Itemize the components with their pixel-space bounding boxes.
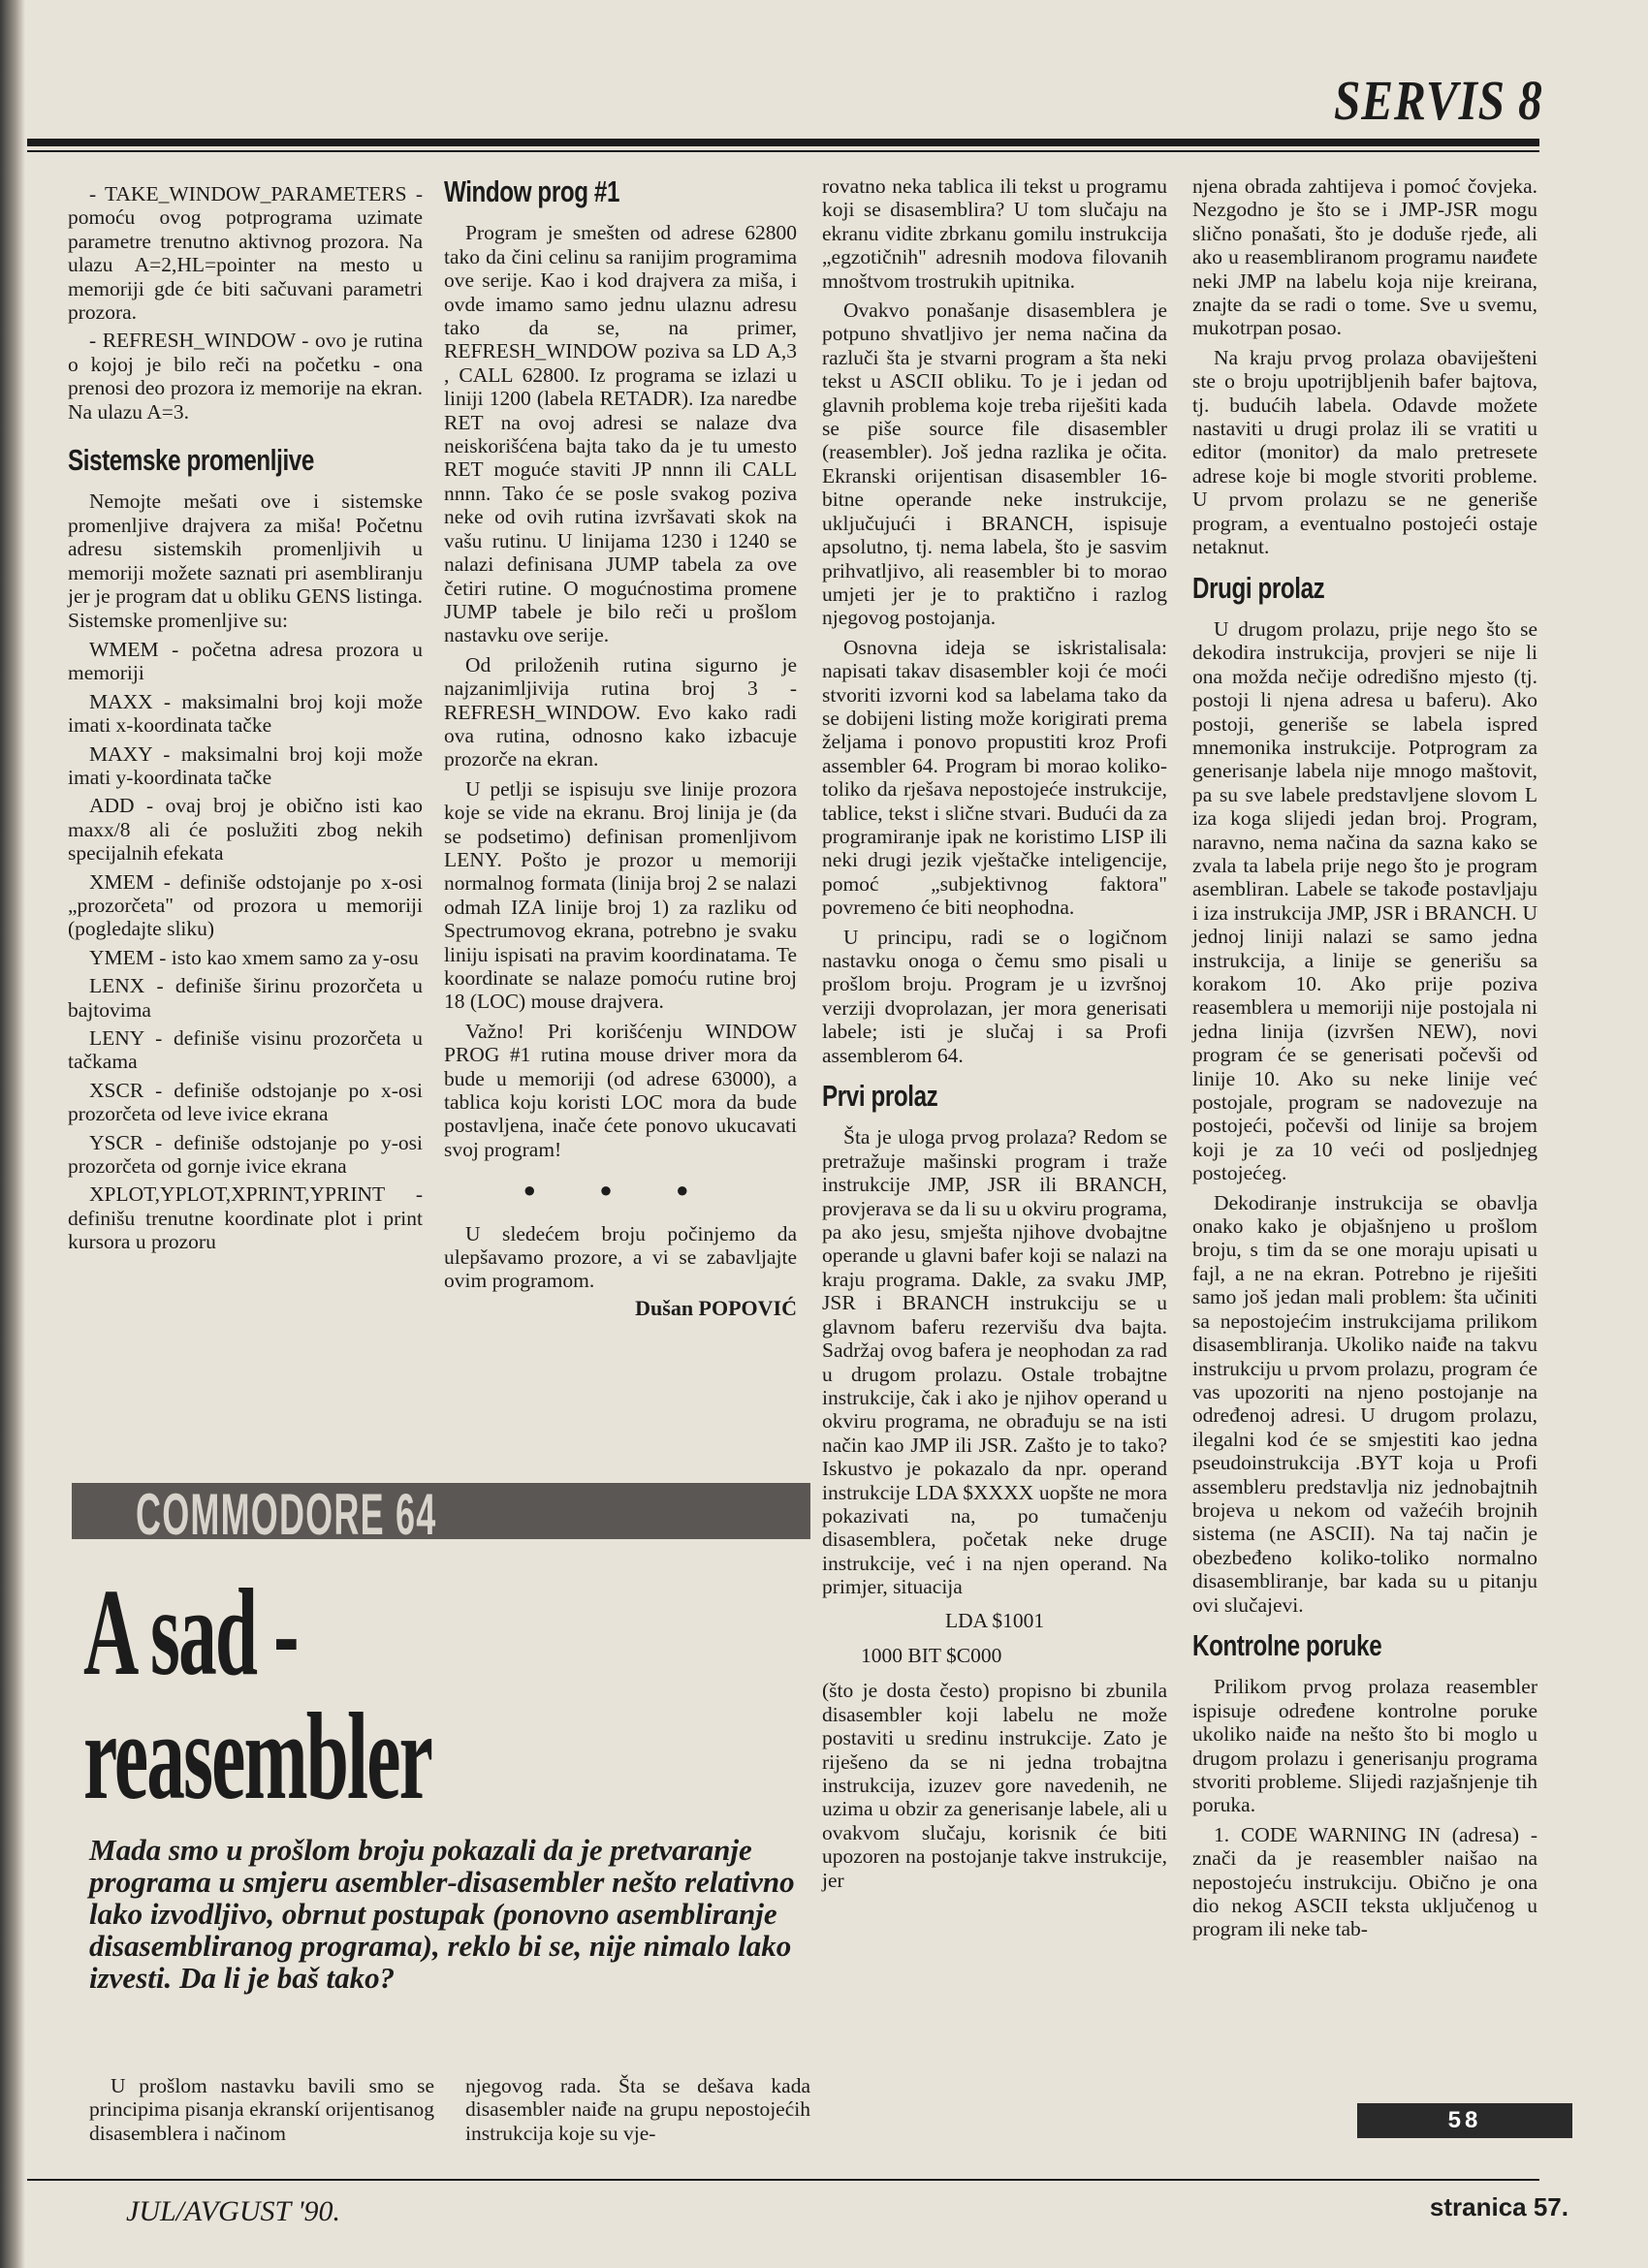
feature-column-2 [465, 2074, 810, 2151]
issue-date: JUL/AVGUST '90. [126, 2195, 341, 2227]
page-number: stranica 57. [1429, 2192, 1569, 2221]
section-header: SERVIS 8 [1334, 69, 1543, 132]
code-line: LDA $1001 [944, 1608, 1045, 1632]
paragraph: (što je dosta često) propisno bi zbunila disasembler koji labelu ne može postaviti u sredinu instrukcije. Zato je riješeno da se ni jedna trobajtna instrukcija, izuzev gore navedenih, ne uzima u obzir za generisanje labele, ali u ovakvom slučaju, korisnik će biti upozoren na postojanje takve instrukcije, jer [822, 1679, 1167, 1892]
section-heading: Prvi prolaz [822, 1079, 938, 1114]
paragraph: Prilikom prvog prolaza reasembler ispisuje određene kontrolne poruke ukoliko naiđe na nešto što bi moglo u drugom prolazu i generisanju programa stvoriti probleme. Slijedi razjašnjenje tih poruka. [1192, 1675, 1537, 1817]
paragraph: - TAKE_WINDOW_PARAMETERS - pomoću ovog potprograma uzimate parametre trenutno aktivnog prozora. Na ulazu A=2,HL=pointer na mesto u memoriji gde će biti sačuvani parametri prozora. [68, 182, 423, 325]
definition-item: LENY - definiše visinu prozorčeta u tačkama [68, 1026, 423, 1074]
paragraph: Šta je uloga prvog prolaza? Redom se pretražuje mašinski program i traže instrukcije JMP, JSR ili BRANCH, provjerava se da li su u okviru programa, pa ako jesu, smještа njihove dvobajtne operande u glavni bafer koji se nalazi na kraju programa. Dakle, za svaku JMP, JSR i BRANCH instrukciju se u glavnom baferu rezervišu dva bajta. Sadržaj ovog bafera je neophodan za rad u drugom prolazu. Ostale trobajtne instrukcije, čak i ako je njihov operand u okviru programa, ne obrađuju se na isti način kao JMP ili JSR. Zašto je to tako? Iskustvo je pokazalo da npr. operand instrukcije LDA $XXXX uopšte ne mora pokazivati na, po tumačenju disasemblera, početak neke druge instrukcije, već i na njen operand. Na primjer, situacija [822, 1125, 1167, 1599]
definition-item: MAXX - maksimalni broj koji može imati x-koordinata tačke [68, 689, 423, 738]
paragraph: - REFRESH_WINDOW - ovo je rutina o kojoj je bilo reči na početku - ona prenosi deo prozora iz memorije na ekran. Na ulazu A=3. [68, 329, 423, 424]
column-2 [444, 174, 797, 1320]
paragraph: njegovog rada. Šta se dešava kada disasembler naiđe na grupu nepostojećih instrukcija koje su vje- [465, 2074, 810, 2145]
definition-item: XPLOT,YPLOT,XPRINT,YPRINT - definišu trenutne koordinate plot i print kursora u prozoru [68, 1182, 423, 1254]
section-heading: Window prog #1 [444, 174, 620, 208]
paragraph: Dekodiranje instrukcija se obavlja onako kako je objašnjeno u prošlom broju, s tim da se one moraju upisati u fajl, a ne na ekran. Potrebno je riješiti samo još jedan mali problem: šta učiniti sa nepostojećim instrukcijama prilikom disasembliranja. Ukoliko naiđe na takvu instrukciju u prvom prolazu, program će vas upozoriti na njeno postojanje na određenoj adresi. U drugom prolazu, ilegalni kod će se smjestiti kao jedna pseudoinstrukcija .BYT koja u Profi assembleru predstavlja niz jednobajtnih brojeva u nekom od važećih brojnih sistema (ne ASCII). Na taj način je obezbeđeno koliko-toliko normalno disasembliranje, bar kada su u pitanju ovi slučajevi. [1192, 1190, 1537, 1617]
paragraph: Važno! Pri korišćenju WINDOW PROG #1 rutina mouse driver mora da bude u memoriji (od adrese 63000), a tablica koju koristi LOC mora da bude postavljena, inače ćete ponovo ukucavati svoj program! [444, 1019, 797, 1161]
header-rule-thin [27, 150, 1539, 152]
paragraph: Program je smešten od adrese 62800 tako da čini celinu sa ranijim programima ove serije. Kao i kod drajvera za miša, i ovde imamo samo jednu ulaznu adresu tako da se, na primer, REFRESH_WINDOW poziva sa LD A,3 , CALL 62800. Iz programa se izlazi u liniji 1200 (labela RETADR). Iza naredbe RET na ovoj adresi se nalaze dva neiskorišćena bajta tako da je tu umesto RET moguće staviti JP nnnn ili CALL nnnn. Tako će se posle svakog poziva neke od ovih rutina izvršavati skok na vašu rutinu. U linijama 1230 i 1240 se nalazi definisana JUMP tabela za ove četiri rutine. O mogućnostima promene JUMP tabele je bilo reči u prošlom nastavku ove serije. [444, 221, 797, 647]
paragraph: U petlji se ispisuju sve linije prozora koje se vide na ekranu. Broj linija je (da se podsetimo) definisan promenljivom LENY. Pošto je prozor u memoriji normalnog formata (linija broj 2 se nalazi odmah IZA linije broj 1) za razliku od Spectrumovog ekrana, potrebno je svaku liniju ispisati na pravim koordinatama. Te koordinate se nalaze pomoću rutine broj 18 (LOC) mouse drajvera. [444, 776, 797, 1014]
section-heading: Sistemske promenljive [68, 443, 314, 478]
paragraph: U sledećem broju počinjemo da ulepšavamo prozore, a vi se zabavljajte ovim programom. [444, 1221, 797, 1293]
author-signature: Dušan POPOVIĆ [635, 1295, 797, 1320]
definition-item: XMEM - definiše odstojanje po x-osi „prozorčeta" od prozora u memoriji (pogledajte sliku) [68, 869, 423, 941]
footer-rule [27, 2179, 1539, 2181]
code-line: 1000 BIT $C000 [861, 1643, 1002, 1667]
article-title-line-2: reasembler [83, 1687, 431, 1825]
definition-item: YSCR - definiše odstojanje po y-osi prozorčeta od gornje ivice ekrana [68, 1130, 423, 1179]
paragraph: rovatno neka tablica ili tekst u programu koji se disasemblira? U tom slučaju na ekranu vidite zbrkanu gomilu instrukcija „egzotičnih" adresnih modova filovanih mnoštvom trostrukih upitnika. [822, 174, 1167, 293]
definition-item: MAXY - maksimalni broj koji može imati y-koordinata tačke [68, 741, 423, 789]
separator-dots: ● ● ● [523, 1178, 718, 1203]
paragraph: Na kraju prvog prolaza obaviješteni ste o broju upotrijbljenih bafer bajtova, tj. budućih labela. Odavde možete nastaviti u drugi prolaz ili se vratiti u editor (monitor) da malo pretresete adrese koje bi mogle stvoriti probleme. U prvom prolazu se ne generiše program, a eventualno postojeći ostaje netaknut. [1192, 345, 1537, 559]
column-3 [822, 174, 1167, 1898]
paragraph: U principu, radi se o logičnom nastavku onoga o čemu smo pisali u prošlom broju. Program je u izvršnoj verziji dvoprolazan, jer mora generisati labele; isti je slučaj i sa Profi assemblerom 64. [822, 925, 1167, 1067]
page-binding-edge [0, 0, 25, 2268]
header-rule [27, 139, 1539, 146]
feature-column-1 [89, 2074, 434, 2151]
paragraph: U drugom prolazu, prije nego što se dekodira instrukcija, provjeri se nije li ona možda nečije odredišno mjesto (tj. postoji li njena adresa u baferu). Ako postoji, generiše se labela ispred mnemonika instrukcije. Potprogram za generisanje labela nije mnogo maštovit, pa su sve labele predstavljene slovom L iza koga slijedi jedan broj. Program, naravno, nema načina da sazna kako se zvala ta labela prije nego što je program asembliran. Labele se takođe postavljaju i iza instrukcija JMP, JSR i BRANCH. U jednoj liniji nalazi se samo jedna instrukcija, a linije se generišu sa korakom 10. Ako prije poziva reasemblera u memoriji nije postojala ni jedna linija (izvršen NEW), novi program će se generisati počevši od linije 10. Ako su neke linije već postojale, program se nadovezuje na postojeći, počevši od linije sa brojem koji je za 10 veći od posljednjeg postojećeg. [1192, 616, 1537, 1185]
page-tab-badge: 58 [1357, 2103, 1572, 2138]
paragraph: Nemojte mešati ove i sistemske promenljive drajvera za miša! Početnu adresu sistemskih promenljivih u memoriji možete saznati pri asembliranju jer je program dat u obliku GENS listinga. Sistemske promenljive su: [68, 489, 423, 632]
definition-item: XSCR - definiše odstojanje po x-osi prozorčeta od leve ivice ekrana [68, 1078, 423, 1126]
column-1 [68, 182, 423, 1259]
definition-item: WMEM - početna adresa prozora u memoriji [68, 637, 423, 685]
paragraph: njena obrada zahtijeva i pomoć čovjeka. Nezgodno je što se i JMP-JSR mogu slično ponašati, što je doduše rjeđe, ali ako u reasembliranom programu naиđete neki JMP na labelu koja nije kreirana, znajte da se radi o tome. Sve u svemu, mukotrpan posao. [1192, 174, 1537, 340]
definition-item: ADD - ovaj broj je obično isti kao maxx/8 ali će poslužiti zbog nekih specijalnih efekata [68, 794, 423, 866]
article-lead: Mada smo u prošlom broju pokazali da je pretvaranje programa u smjeru asembler-disasembler nešto relativno lako izvodljivo, obrnut postupak (ponovno asembliranje disasembliranog programa), reklo bi se, nije nimalo lako izvesti. Da li je baš tako? [89, 1833, 795, 1995]
definition-item: LENX - definiše širinu prozorčeta u bajtovima [68, 974, 423, 1022]
article-title-line-1: A sad - [83, 1563, 298, 1701]
paragraph: Ovakvo ponašanje disasemblera je potpuno shvatljivo jer nema načina da razluči šta je stvarni program a šta neki tekst u ASCII obliku. To je i jedan od glavnih problema koje treba riješiti kada se piše source file disasembler (reasembler). Još jedna razlika je očita. Ekranski orijentisan disasembler 16-bitne operande neke instrukcije, uključujući i BRANCH, ispisuje apsolutno, tj. nema labela, što je sasvim prihvatljivo, ali reasembler bi to morao umjeti jer je to praktično i razlog njegovog postojanja. [822, 299, 1167, 630]
paragraph: 1. CODE WARNING IN (adresa) - znači da je reasembler naišao na nepostojeću instrukciju. Obično je ona dio nekog ASCII teksta uključenog u program ili neke tab- [1192, 1822, 1537, 1941]
paragraph: U prošlom nastavku bavili smo se principima pisanja ekranskí orijentisanog disasemblera i načinom [89, 2074, 434, 2145]
category-label: COMMODORE 64 [136, 1482, 437, 1547]
paragraph: Osnovna ideja se iskristalisala: napisati takav disasembler koji će moći stvoriti izvorni kod sa labelama tako da se dobijeni listing može korigirati prema željama i ponovo propustiti kroz Profi assembler 64. Program bi morao koliko-toliko da rješava nepostojeće instrukcije, tablice, tekst i slične stvari. Budući da za programiranje ipak ne koristimo LISP ili neki drugi jezik vještačke inteligencije, pomoć „subjektivnog faktora" povremeno će biti neophodna. [822, 635, 1167, 920]
definition-item: YMEM - isto kao xmem samo za y-osu [89, 945, 419, 969]
paragraph: Od priloženih rutina sigurno je najzanimljivija rutina broj 3 - REFRESH_WINDOW. Evo kako radi ova rutina, odnosno kako izbacuje prozorče na ekran. [444, 652, 797, 772]
section-heading: Kontrolne poruke [1192, 1627, 1382, 1662]
section-heading: Drugi prolaz [1192, 570, 1325, 605]
column-4 [1192, 174, 1537, 1947]
